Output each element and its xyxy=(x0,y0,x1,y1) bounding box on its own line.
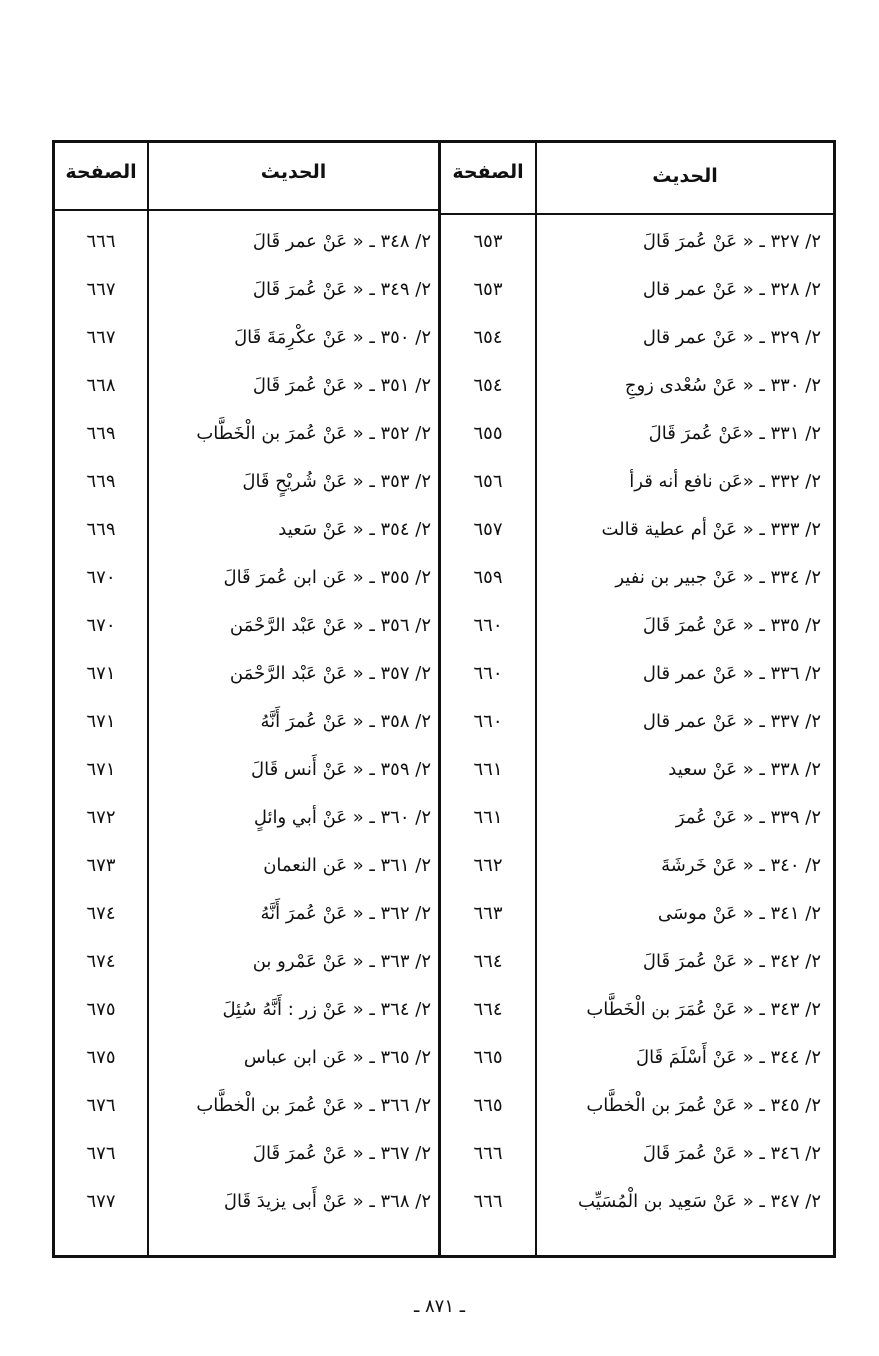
page-reference: ٦٥٥ xyxy=(473,423,503,444)
page-reference: ٦٧٠ xyxy=(86,615,116,636)
page-reference: ٦٦١ xyxy=(473,807,503,828)
hadith-entry: ٢/ ٣٤٩ ـ « عَنْ عُمرَ قَالَ xyxy=(252,279,431,300)
page-reference: ٦٥٩ xyxy=(473,567,503,588)
page-reference: ٦٦٤ xyxy=(473,951,503,972)
page-reference: ٦٥٤ xyxy=(473,327,503,348)
page-reference: ٦٧٦ xyxy=(86,1143,116,1164)
header-rule xyxy=(441,213,833,215)
hadith-entry: ٢/ ٣٦٣ ـ « عَنْ عَمْرو بن xyxy=(252,951,431,972)
page-reference: ٦٦٢ xyxy=(473,855,503,876)
page-reference: ٦٧٠ xyxy=(86,567,116,588)
hadith-entry: ٢/ ٣٥٢ ـ « عَنْ عُمرَ بن الْخَطَّاب xyxy=(196,423,431,444)
page-reference: ٦٧١ xyxy=(86,663,116,684)
page-reference: ٦٦٥ xyxy=(473,1095,503,1116)
hadith-entry: ٢/ ٣٦٤ ـ « عَنْ زر : أَنَّهُ سُئِلَ xyxy=(222,999,431,1020)
page-reference: ٦٦٦ xyxy=(473,1191,503,1212)
hadith-entry: ٢/ ٣٦١ ـ « عَن النعمان xyxy=(263,855,431,876)
page-reference: ٦٦٩ xyxy=(86,423,116,444)
hadith-entry: ٢/ ٣٥٩ ـ « عَنْ أَنس قَالَ xyxy=(251,759,431,780)
page-reference: ٦٦٧ xyxy=(86,279,116,300)
page-reference: ٦٧٢ xyxy=(86,807,116,828)
hadith-entry: ٢/ ٣٣٦ ـ « عَنْ عمر قال xyxy=(642,663,821,684)
page-reference: ٦٥٣ xyxy=(473,279,503,300)
page-reference: ٦٦٩ xyxy=(86,471,116,492)
right-hadith-column-header: الحديث xyxy=(652,165,718,187)
page-reference: ٦٥٦ xyxy=(473,471,503,492)
page-reference: ٦٧٦ xyxy=(86,1095,116,1116)
hadith-entry: ٢/ ٣٥٨ ـ « عَنْ عُمرَ أَنَّهُ xyxy=(260,711,431,732)
index-table xyxy=(52,140,836,1258)
column-divider xyxy=(535,143,537,1255)
page-reference: ٦٦٩ xyxy=(86,519,116,540)
hadith-entry: ٢/ ٣٤٢ ـ « عَنْ عُمرَ قَالَ xyxy=(642,951,821,972)
page-reference: ٦٦١ xyxy=(473,759,503,780)
hadith-entry: ٢/ ٣٥٤ ـ « عَنْ سَعيد xyxy=(278,519,431,540)
left-page-column-header: الصفحة xyxy=(65,161,137,183)
header-rule xyxy=(55,209,441,211)
right-section-bottom-rule xyxy=(525,1255,821,1257)
page-reference: ٦٦٦ xyxy=(86,231,116,252)
page-reference: ٦٦٠ xyxy=(473,615,503,636)
page-reference: ٦٦٨ xyxy=(86,375,116,396)
hadith-entry: ٢/ ٣٥٥ ـ « عَن ابن عُمرَ قَالَ xyxy=(223,567,431,588)
hadith-entry: ٢/ ٣٦٨ ـ « عَنْ أَبى يزيدَ قَالَ xyxy=(223,1191,431,1212)
page-reference: ٦٧٧ xyxy=(86,1191,116,1212)
page-reference: ٦٦٦ xyxy=(473,1143,503,1164)
hadith-entry: ٢/ ٣٤٦ ـ « عَنْ عُمرَ قَالَ xyxy=(642,1143,821,1164)
page-reference: ٦٧١ xyxy=(86,759,116,780)
hadith-entry: ٢/ ٣٤١ ـ « عَنْ موسَى xyxy=(657,903,821,924)
hadith-entry: ٢/ ٣٢٩ ـ « عَنْ عمر قال xyxy=(642,327,821,348)
hadith-entry: ٢/ ٣٥٣ ـ « عَنْ شُريْحٍ قَالَ xyxy=(242,471,431,492)
hadith-entry: ٢/ ٣٦٥ ـ « عَن ابن عباس xyxy=(243,1047,431,1068)
page-reference: ٦٧٣ xyxy=(86,855,116,876)
hadith-entry: ٢/ ٣٣٥ ـ « عَنْ عُمرَ قَالَ xyxy=(642,615,821,636)
hadith-entry: ٢/ ٣٥٠ ـ « عَنْ عكْرِمَةَ قَالَ xyxy=(234,327,431,348)
hadith-entry: ٢/ ٣٣٣ ـ « عَنْ أم عطية قالت xyxy=(601,519,821,540)
hadith-entry: ٢/ ٣٣١ ـ «عَنْ عُمرَ قَالَ xyxy=(648,423,821,444)
page-reference: ٦٧٤ xyxy=(86,903,116,924)
hadith-entry: ٢/ ٣٣٤ ـ « عَنْ جبير بن نفير xyxy=(615,567,821,588)
page-reference: ٦٦٠ xyxy=(473,663,503,684)
hadith-entry: ٢/ ٣٥١ ـ « عَنْ عُمرَ قَالَ xyxy=(252,375,431,396)
hadith-entry: ٢/ ٣٤٥ ـ « عَنْ عُمرَ بن الْخطَّاب xyxy=(586,1095,821,1116)
page-reference: ٦٧٥ xyxy=(86,999,116,1020)
hadith-entry: ٢/ ٣٣٨ ـ « عَنْ سعيد xyxy=(668,759,821,780)
page-reference: ٦٧١ xyxy=(86,711,116,732)
hadith-entry: ٢/ ٣٢٨ ـ « عَنْ عمر قال xyxy=(642,279,821,300)
page-reference: ٦٦٤ xyxy=(473,999,503,1020)
page-number: ـ ٨٧١ ـ xyxy=(413,1296,465,1317)
hadith-entry: ٢/ ٣٣٠ ـ « عَنْ سُعْدى زوجِ xyxy=(624,375,821,396)
page-reference: ٦٥٤ xyxy=(473,375,503,396)
page-reference: ٦٦٣ xyxy=(473,903,503,924)
left-hadith-column-header: الحديث xyxy=(260,161,327,183)
hadith-entry: ٢/ ٣٤٤ ـ « عَنْ أَسْلَمَ قَالَ xyxy=(635,1047,821,1068)
page-reference: ٦٦٧ xyxy=(86,327,116,348)
right-page-column-header: الصفحة xyxy=(452,161,524,183)
page-reference: ٦٦٥ xyxy=(473,1047,503,1068)
hadith-entry: ٢/ ٣٦٠ ـ « عَنْ أبي وائلٍ xyxy=(253,807,431,828)
hadith-entry: ٢/ ٣٤٣ ـ « عَنْ عُمَرَ بن الْخَطَّاب xyxy=(586,999,821,1020)
page-reference: ٦٥٧ xyxy=(473,519,503,540)
hadith-entry: ٢/ ٣٦٦ ـ « عَنْ عُمرَ بن الْخطَّاب xyxy=(196,1095,431,1116)
page-reference: ٦٥٣ xyxy=(473,231,503,252)
page-reference: ٦٧٥ xyxy=(86,1047,116,1068)
page-reference: ٦٦٠ xyxy=(473,711,503,732)
hadith-entry: ٢/ ٣٦٧ ـ « عَنْ عُمرَ قَالَ xyxy=(252,1143,431,1164)
page-reference: ٦٧٤ xyxy=(86,951,116,972)
hadith-entry: ٢/ ٣٢٧ ـ « عَنْ عُمرَ قَالَ xyxy=(642,231,821,252)
hadith-entry: ٢/ ٣٤٨ ـ « عَنْ عمر قَالَ xyxy=(252,231,431,252)
hadith-entry: ٢/ ٣٣٧ ـ « عَنْ عمر قال xyxy=(642,711,821,732)
hadith-entry: ٢/ ٣٦٢ ـ « عَنْ عُمرَ أَنَّهُ xyxy=(260,903,431,924)
column-divider xyxy=(147,143,149,1255)
hadith-entry: ٢/ ٣٣٢ ـ «عَن نافع أنه قرأ xyxy=(629,471,821,492)
hadith-entry: ٢/ ٣٤٧ ـ « عَنْ سَعِيد بن الْمُسَيِّب xyxy=(578,1191,821,1212)
hadith-entry: ٢/ ٣٤٠ ـ « عَنْ خَرشَةَ xyxy=(661,855,821,876)
column-divider xyxy=(438,143,441,1255)
hadith-entry: ٢/ ٣٥٦ ـ « عَنْ عَبْد الرَّحْمَن xyxy=(229,615,431,636)
hadith-entry: ٢/ ٣٣٩ ـ « عَنْ عُمرَ xyxy=(675,807,821,828)
hadith-entry: ٢/ ٣٥٧ ـ « عَنْ عَبْد الرَّحْمَن xyxy=(229,663,431,684)
